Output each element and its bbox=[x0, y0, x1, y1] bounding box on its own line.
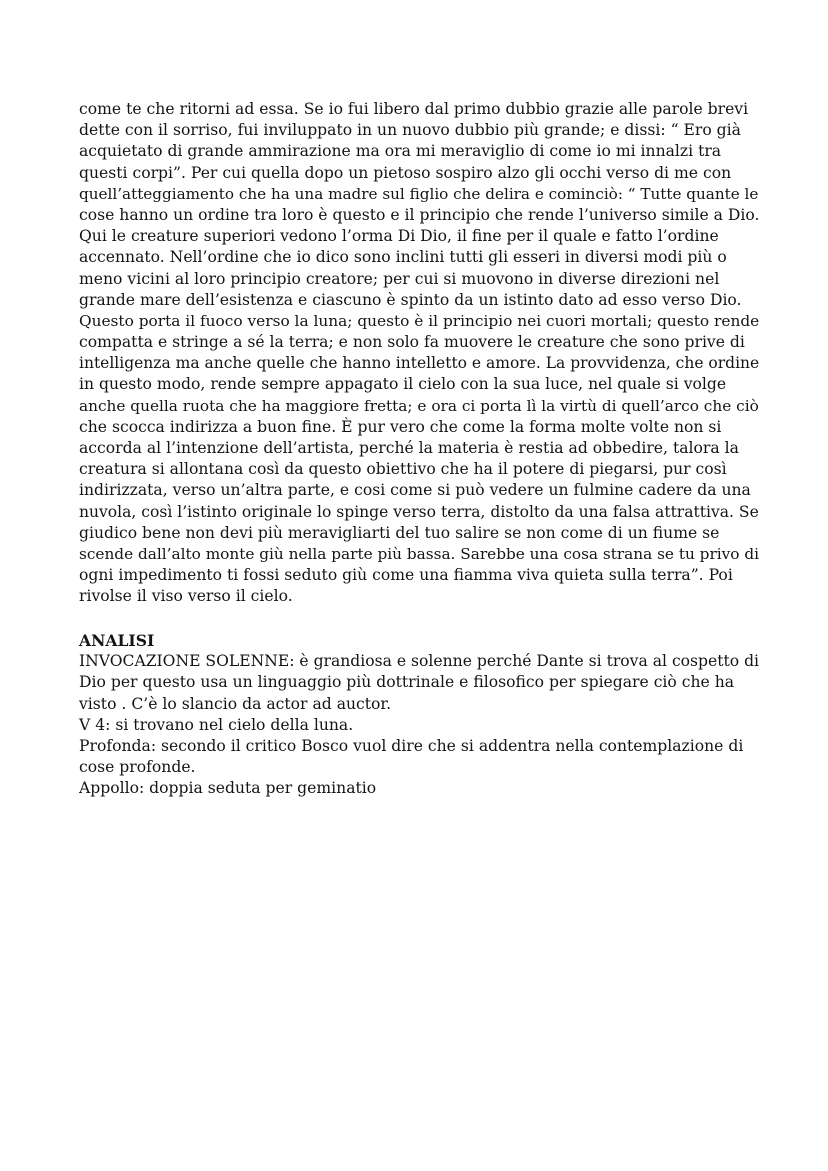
text-line: in questo modo, rende sempre appagato il cielo con la sua luce, nel quale si volge bbox=[79, 375, 727, 394]
analysis-line: visto . C’è lo slancio da actor ad auctor. bbox=[79, 694, 392, 713]
text-line: nuvola, così l’istinto originale lo spinge verso terra, distolto da una falsa attrattiva. Se bbox=[79, 502, 759, 521]
text-line: quell’atteggiamento che ha una madre sul figlio che delira e cominciò: “ Tutte quante le bbox=[79, 184, 759, 203]
analysis-line: Dio per questo usa un linguaggio più dottrinale e filosofico per spiegare ciò che ha bbox=[79, 673, 735, 692]
text-line: compatta e stringe a sé la terra; e non solo fa muovere le creature che sono prive di bbox=[79, 333, 745, 352]
text-line: ogni impedimento ti fossi seduto giù come una fiamma viva quieta sulla terra”. Poi bbox=[79, 566, 733, 585]
text-line: Qui le creature superiori vedono l’orma Di Dio, il fine per il quale e fatto l’ordine bbox=[79, 227, 719, 246]
text-line: acquietato di grande ammirazione ma ora mi meraviglio di come io mi innalzi tra bbox=[79, 142, 722, 161]
analysis-line: V 4: si trovano nel cielo della luna. bbox=[79, 715, 354, 734]
text-line: accorda al l’intenzione dell’artista, perché la materia è restia ad obbedire, talora la bbox=[79, 439, 739, 457]
text-line: creatura si allontana così da questo obiettivo che ha il potere di piegarsi, pur così bbox=[79, 460, 727, 479]
analysis-line: Appollo: doppia seduta per geminatio bbox=[79, 779, 377, 798]
text-line: anche quella ruota che ha maggiore fretta; e ora ci porta lì la virtù di quell’arco che ciò bbox=[79, 396, 759, 415]
text-line: Questo porta il fuoco verso la luna; questo è il principio nei cuori mortali; questo rende bbox=[79, 311, 760, 330]
translation-paragraph bbox=[79, 99, 759, 608]
analysis-line: Profonda: secondo il critico Bosco vuol dire che si addentra nella contemplazione di bbox=[79, 736, 744, 755]
text-line: che scocca indirizza a buon fine. È pur vero che come la forma molte volte non si bbox=[79, 417, 722, 436]
text-line: come te che ritorni ad essa. Se io fui libero dal primo dubbio grazie alle parole brevi bbox=[79, 100, 749, 118]
analysis-line: cose profonde. bbox=[79, 758, 196, 777]
text-line: grande mare dell’esistenza e ciascuno è spinto da un istinto dato ad esso verso Dio. bbox=[79, 290, 742, 309]
text-line: cose hanno un ordine tra loro è questo e il principio che rende l’universo simile a Dio. bbox=[79, 205, 760, 224]
analysis-heading: ANALISI bbox=[79, 631, 155, 650]
text-line: questi corpi”. Per cui quella dopo un pietoso sospiro alzo gli occhi verso di me con bbox=[79, 163, 732, 182]
text-line: intelligenza ma anche quelle che hanno intelletto e amore. La provvidenza, che ordine bbox=[79, 354, 760, 373]
text-line: giudico bene non devi più meravigliarti del tuo salire se non come di un fiume se bbox=[79, 523, 720, 542]
text-line: meno vicini al loro principio creatore; per cui si muovono in diverse direzioni nel bbox=[79, 269, 720, 288]
text-line: indirizzata, verso un’altra parte, e cosi come si può vedere un fulmine cadere da una bbox=[79, 481, 751, 500]
analysis-line: INVOCAZIONE SOLENNE: è grandiosa e solenne perché Dante si trova al cospetto di bbox=[79, 652, 760, 671]
text-line: scende dall’alto monte giù nella parte più bassa. Sarebbe una cosa strana se tu privo di bbox=[79, 544, 760, 563]
text-line: rivolse il viso verso il cielo. bbox=[79, 587, 293, 606]
analysis-section bbox=[79, 630, 759, 800]
text-line: accennato. Nell’ordine che io dico sono inclini tutti gli esseri in diversi modi più o bbox=[79, 248, 727, 267]
text-line: dette con il sorriso, fui inviluppato in un nuovo dubbio più grande; e dissi: “ Ero già bbox=[79, 121, 741, 140]
